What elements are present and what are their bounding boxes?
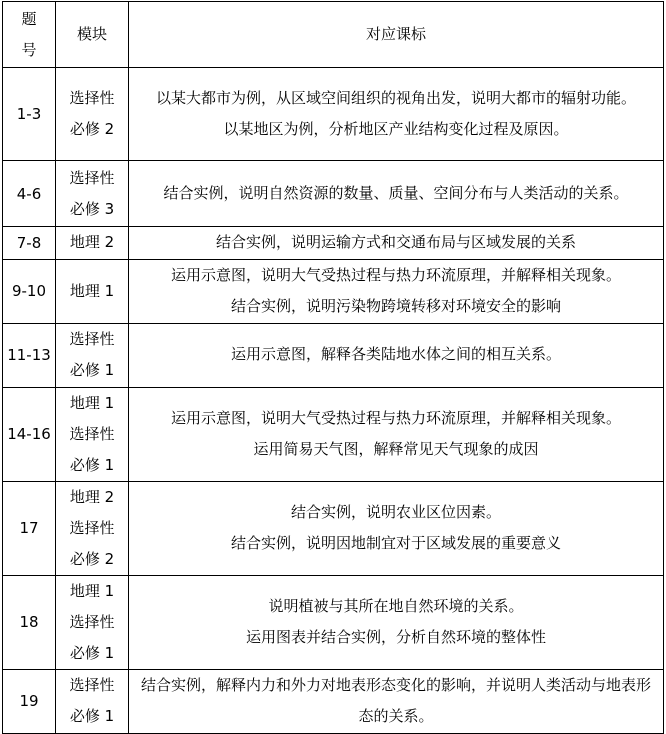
question-number: 14-16 bbox=[3, 387, 56, 481]
module-line: 选择性 bbox=[69, 168, 115, 187]
module-line: 选择性 bbox=[69, 612, 115, 631]
table-row bbox=[3, 161, 664, 227]
module-line: 必修 3 bbox=[69, 199, 115, 218]
header-number-line: 号 bbox=[21, 40, 37, 59]
standard-text: 运用示意图，说明大气受热过程与热力环流原理，并解释相关现象。 bbox=[170, 265, 621, 284]
module-cell bbox=[56, 259, 129, 323]
standard-text: 结合实例，说明农业区位因素。 bbox=[290, 502, 501, 521]
module-line: 地理 1 bbox=[69, 581, 115, 600]
question-number: 7-8 bbox=[3, 227, 56, 260]
standard-text: 以某大都市为例，从区域空间组织的视角出发，说明大都市的辐射功能。 bbox=[155, 88, 636, 107]
table-row bbox=[3, 481, 664, 575]
standards-cell bbox=[129, 387, 664, 481]
curriculum-table bbox=[2, 1, 664, 734]
question-number: 17 bbox=[3, 481, 56, 575]
table-row bbox=[3, 68, 664, 161]
header-standards: 对应课标 bbox=[129, 2, 664, 68]
module-cell bbox=[56, 575, 129, 669]
module-cell bbox=[56, 387, 129, 481]
module-line: 选择性 bbox=[69, 676, 115, 694]
standards-cell bbox=[129, 323, 664, 387]
module-line: 地理 2 bbox=[69, 487, 115, 506]
table-row bbox=[3, 259, 664, 323]
standards-cell bbox=[129, 161, 664, 227]
standard-text: 运用简易天气图，解释常见天气现象的成因 bbox=[253, 440, 539, 458]
standard-text: 以某地区为例，分析地区产业结构变化过程及原因。 bbox=[223, 120, 569, 138]
standard-text: 运用示意图，说明大气受热过程与热力环流原理，并解释相关现象。 bbox=[170, 408, 621, 427]
standard-text: 结合实例，解释内力和外力对地表形态变化的影响，并说明人类活动与地表形态的关系。 bbox=[140, 675, 651, 725]
table-row bbox=[3, 227, 664, 260]
module-cell bbox=[56, 669, 129, 733]
module-line: 必修 2 bbox=[69, 120, 115, 138]
standard-text: 结合实例，说明因地制宜对于区域发展的重要意义 bbox=[230, 534, 561, 552]
module-line: 必修 1 bbox=[69, 361, 115, 379]
table-row bbox=[3, 575, 664, 669]
standards-cell bbox=[129, 669, 664, 733]
standard-text: 结合实例，说明运输方式和交通布局与区域发展的关系 bbox=[215, 233, 576, 251]
module-line: 选择性 bbox=[69, 89, 115, 107]
module-line: 选择性 bbox=[69, 518, 115, 537]
standard-text: 运用示意图，解释各类陆地水体之间的相互关系。 bbox=[230, 345, 561, 364]
standard-text: 说明植被与其所在地自然环境的关系。 bbox=[268, 596, 524, 615]
module-cell bbox=[56, 227, 129, 260]
standard-text: 结合实例，说明自然资源的数量、质量、空间分布与人类活动的关系。 bbox=[163, 183, 629, 202]
module-line: 地理 1 bbox=[69, 281, 115, 300]
standards-cell bbox=[129, 481, 664, 575]
table-row bbox=[3, 669, 664, 733]
standards-cell bbox=[129, 575, 664, 669]
module-line: 必修 1 bbox=[69, 643, 115, 662]
module-cell bbox=[56, 323, 129, 387]
question-number: 1-3 bbox=[3, 68, 56, 161]
question-number: 11-13 bbox=[3, 323, 56, 387]
module-line: 地理 1 bbox=[69, 393, 115, 412]
standards-cell bbox=[129, 259, 664, 323]
module-line: 选择性 bbox=[69, 424, 115, 443]
table-row bbox=[3, 323, 664, 387]
module-line: 必修 1 bbox=[69, 455, 115, 474]
module-line: 必修 1 bbox=[69, 707, 115, 725]
question-number: 18 bbox=[3, 575, 56, 669]
module-line: 必修 2 bbox=[69, 549, 115, 568]
standards-cell bbox=[129, 227, 664, 260]
question-number: 19 bbox=[3, 669, 56, 733]
question-number: 4-6 bbox=[3, 161, 56, 227]
table-row bbox=[3, 387, 664, 481]
header-row bbox=[3, 2, 664, 68]
standard-text: 运用图表并结合实例，分析自然环境的整体性 bbox=[245, 628, 546, 646]
header-module: 模块 bbox=[56, 2, 129, 68]
header-number bbox=[3, 2, 56, 68]
module-line: 选择性 bbox=[69, 330, 115, 348]
module-cell bbox=[56, 161, 129, 227]
header-number-line: 题 bbox=[21, 9, 37, 28]
question-number: 9-10 bbox=[3, 259, 56, 323]
standard-text: 结合实例，说明污染物跨境转移对环境安全的影响 bbox=[230, 297, 561, 315]
module-line: 地理 2 bbox=[69, 233, 115, 252]
standards-cell bbox=[129, 68, 664, 161]
module-cell bbox=[56, 481, 129, 575]
module-cell bbox=[56, 68, 129, 161]
